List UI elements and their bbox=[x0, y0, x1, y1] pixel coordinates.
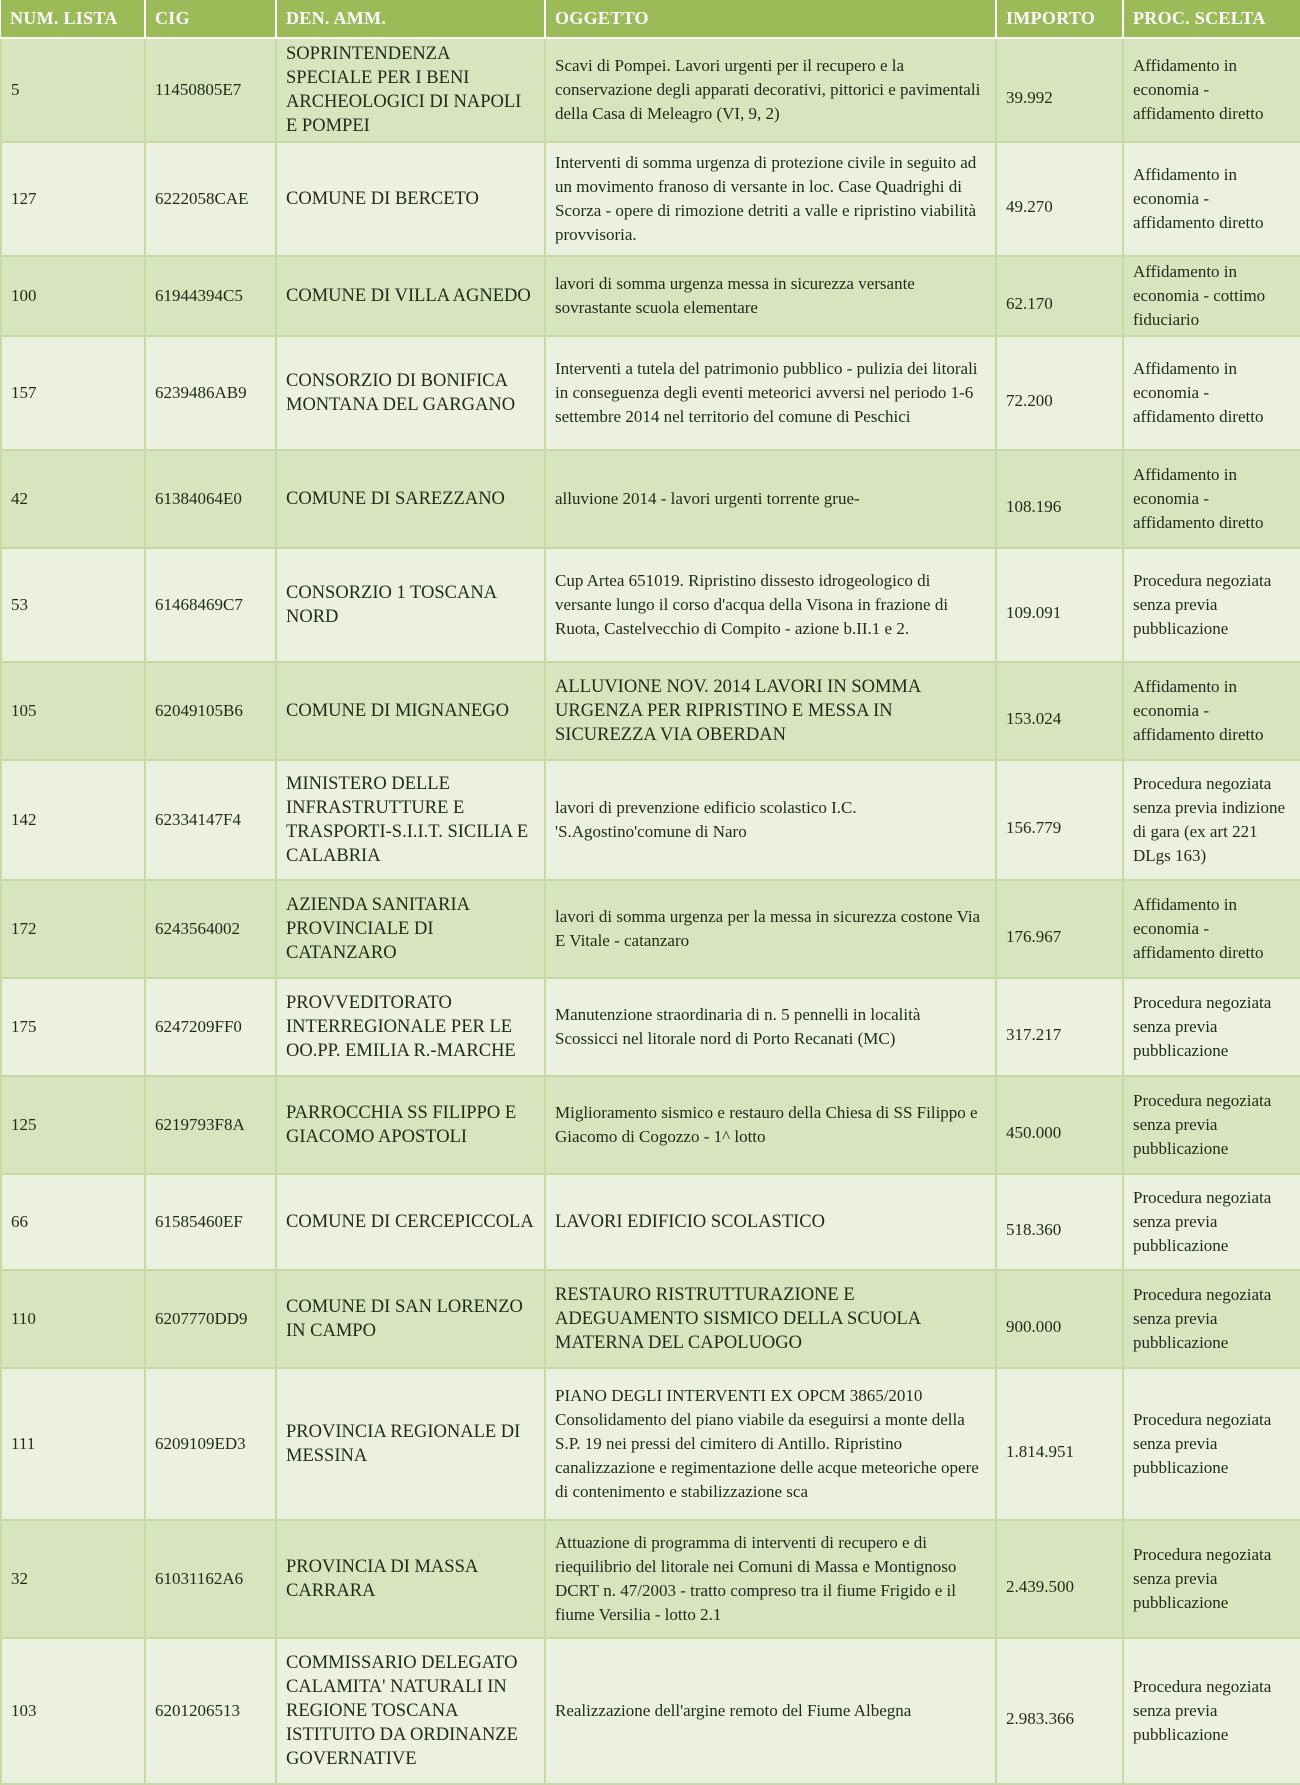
cell-den-amm: COMUNE DI SAN LORENZO IN CAMPO bbox=[276, 1270, 545, 1368]
cell-num-lista: 53 bbox=[1, 548, 145, 662]
cell-importo: 176.967 bbox=[996, 880, 1123, 978]
cell-den-amm: PROVINCIA REGIONALE DI MESSINA bbox=[276, 1368, 545, 1520]
cell-num-lista: 142 bbox=[1, 760, 145, 880]
table-row bbox=[1, 880, 1300, 978]
cell-importo: 2.439.500 bbox=[996, 1520, 1123, 1638]
cell-proc-scelta: Procedura negoziata senza previa pubblicazione bbox=[1123, 1638, 1300, 1784]
table-row bbox=[1, 760, 1300, 880]
cell-oggetto: Cup Artea 651019. Ripristino dissesto idrogeologico di versante lungo il corso d'acqua della Visona in frazione di Ruota, Castelvecchio di Compito - azione b.II.1 e 2. bbox=[545, 548, 996, 662]
header-oggetto: OGGETTO bbox=[545, 0, 996, 38]
header-cig: CIG bbox=[145, 0, 276, 38]
cell-cig: 61031162A6 bbox=[145, 1520, 276, 1638]
cell-importo: 39.992 bbox=[996, 38, 1123, 142]
cell-importo: 518.360 bbox=[996, 1174, 1123, 1270]
cell-importo: 49.270 bbox=[996, 142, 1123, 256]
cell-oggetto: LAVORI EDIFICIO SCOLASTICO bbox=[545, 1174, 996, 1270]
cell-proc-scelta: Procedura negoziata senza previa pubblicazione bbox=[1123, 548, 1300, 662]
cell-num-lista: 157 bbox=[1, 336, 145, 450]
cell-oggetto: lavori di somma urgenza messa in sicurezza versante sovrastante scuola elementare bbox=[545, 256, 996, 336]
cell-den-amm: PROVVEDITORATO INTERREGIONALE PER LE OO.PP. EMILIA R.-MARCHE bbox=[276, 978, 545, 1076]
cell-den-amm: CONSORZIO DI BONIFICA MONTANA DEL GARGANO bbox=[276, 336, 545, 450]
cell-num-lista: 125 bbox=[1, 1076, 145, 1174]
table-row bbox=[1, 1174, 1300, 1270]
cell-cig: 6243564002 bbox=[145, 880, 276, 978]
cell-num-lista: 127 bbox=[1, 142, 145, 256]
cell-importo: 1.814.951 bbox=[996, 1368, 1123, 1520]
header-den-amm: DEN. AMM. bbox=[276, 0, 545, 38]
cell-importo: 72.200 bbox=[996, 336, 1123, 450]
cell-oggetto: RESTAURO RISTRUTTURAZIONE E ADEGUAMENTO SISMICO DELLA SCUOLA MATERNA DEL CAPOLUOGO bbox=[545, 1270, 996, 1368]
cell-den-amm: COMUNE DI MIGNANEGO bbox=[276, 662, 545, 760]
cell-den-amm: COMUNE DI VILLA AGNEDO bbox=[276, 256, 545, 336]
cell-cig: 61384064E0 bbox=[145, 450, 276, 548]
cell-oggetto: lavori di prevenzione edificio scolastico I.C. 'S.Agostino'comune di Naro bbox=[545, 760, 996, 880]
cell-cig: 61585460EF bbox=[145, 1174, 276, 1270]
cell-den-amm: AZIENDA SANITARIA PROVINCIALE DI CATANZARO bbox=[276, 880, 545, 978]
table-row bbox=[1, 548, 1300, 662]
cell-proc-scelta: Affidamento in economia - cottimo fiduciario bbox=[1123, 256, 1300, 336]
cell-cig: 61944394C5 bbox=[145, 256, 276, 336]
table-row bbox=[1, 142, 1300, 256]
cell-importo: 450.000 bbox=[996, 1076, 1123, 1174]
cell-den-amm: COMMISSARIO DELEGATO CALAMITA' NATURALI IN REGIONE TOSCANA ISTITUITO DA ORDINANZE GOVERNATIVE bbox=[276, 1638, 545, 1784]
cell-oggetto: Miglioramento sismico e restauro della Chiesa di SS Filippo e Giacomo di Cogozzo - 1^ lotto bbox=[545, 1076, 996, 1174]
cell-importo: 2.983.366 bbox=[996, 1638, 1123, 1784]
cell-importo: 62.170 bbox=[996, 256, 1123, 336]
table-row bbox=[1, 978, 1300, 1076]
cell-proc-scelta: Affidamento in economia - affidamento diretto bbox=[1123, 142, 1300, 256]
cell-oggetto: lavori di somma urgenza per la messa in sicurezza costone Via E Vitale - catanzaro bbox=[545, 880, 996, 978]
cell-num-lista: 111 bbox=[1, 1368, 145, 1520]
cell-den-amm: COMUNE DI BERCETO bbox=[276, 142, 545, 256]
cell-num-lista: 66 bbox=[1, 1174, 145, 1270]
cell-importo: 108.196 bbox=[996, 450, 1123, 548]
cell-oggetto: Realizzazione dell'argine remoto del Fiume Albegna bbox=[545, 1638, 996, 1784]
cell-proc-scelta: Procedura negoziata senza previa pubblicazione bbox=[1123, 1174, 1300, 1270]
cell-proc-scelta: Procedura negoziata senza previa pubblicazione bbox=[1123, 978, 1300, 1076]
cell-num-lista: 32 bbox=[1, 1520, 145, 1638]
cell-proc-scelta: Procedura negoziata senza previa pubblicazione bbox=[1123, 1076, 1300, 1174]
cell-importo: 317.217 bbox=[996, 978, 1123, 1076]
cell-proc-scelta: Procedura negoziata senza previa pubblicazione bbox=[1123, 1270, 1300, 1368]
header-importo: IMPORTO bbox=[996, 0, 1123, 38]
table-row bbox=[1, 1638, 1300, 1784]
cell-importo: 153.024 bbox=[996, 662, 1123, 760]
cell-den-amm: CONSORZIO 1 TOSCANA NORD bbox=[276, 548, 545, 662]
cell-num-lista: 175 bbox=[1, 978, 145, 1076]
table-row bbox=[1, 1368, 1300, 1520]
table-row bbox=[1, 38, 1300, 142]
table-row bbox=[1, 1520, 1300, 1638]
cell-num-lista: 172 bbox=[1, 880, 145, 978]
table-row bbox=[1, 450, 1300, 548]
cell-oggetto: alluvione 2014 - lavori urgenti torrente grue- bbox=[545, 450, 996, 548]
cell-proc-scelta: Affidamento in economia - affidamento diretto bbox=[1123, 336, 1300, 450]
cell-cig: 6239486AB9 bbox=[145, 336, 276, 450]
cell-den-amm: MINISTERO DELLE INFRASTRUTTURE E TRASPORTI-S.I.I.T. SICILIA E CALABRIA bbox=[276, 760, 545, 880]
cell-proc-scelta: Procedura negoziata senza previa indizione di gara (ex art 221 DLgs 163) bbox=[1123, 760, 1300, 880]
cell-proc-scelta: Procedura negoziata senza previa pubblicazione bbox=[1123, 1368, 1300, 1520]
cell-den-amm: PARROCCHIA SS FILIPPO E GIACOMO APOSTOLI bbox=[276, 1076, 545, 1174]
header-num-lista: NUM. LISTA bbox=[1, 0, 145, 38]
cell-oggetto: ALLUVIONE NOV. 2014 LAVORI IN SOMMA URGENZA PER RIPRISTINO E MESSA IN SICUREZZA VIA OBERDAN bbox=[545, 662, 996, 760]
cell-proc-scelta: Affidamento in economia - affidamento diretto bbox=[1123, 662, 1300, 760]
cell-cig: 61468469C7 bbox=[145, 548, 276, 662]
cell-num-lista: 103 bbox=[1, 1638, 145, 1784]
cell-oggetto: Interventi a tutela del patrimonio pubblico - pulizia dei litorali in conseguenza degli eventi meteorici avversi nel periodo 1-6 settembre 2014 nel territorio del comune di Peschici bbox=[545, 336, 996, 450]
cell-cig: 6209109ED3 bbox=[145, 1368, 276, 1520]
table-row bbox=[1, 336, 1300, 450]
table-row bbox=[1, 256, 1300, 336]
cell-oggetto: Attuazione di programma di interventi di recupero e di riequilibrio del litorale nei Comuni di Massa e Montignoso DCRT n. 47/2003 - tratto compreso tra il fiume Frigido e il fiume Versilia - lotto 2.1 bbox=[545, 1520, 996, 1638]
cell-cig: 62334147F4 bbox=[145, 760, 276, 880]
cell-den-amm: COMUNE DI CERCEPICCOLA bbox=[276, 1174, 545, 1270]
table-row bbox=[1, 1270, 1300, 1368]
cell-den-amm: PROVINCIA DI MASSA CARRARA bbox=[276, 1520, 545, 1638]
cell-cig: 6219793F8A bbox=[145, 1076, 276, 1174]
cell-proc-scelta: Affidamento in economia - affidamento diretto bbox=[1123, 38, 1300, 142]
cell-proc-scelta: Affidamento in economia - affidamento diretto bbox=[1123, 880, 1300, 978]
table-row bbox=[1, 662, 1300, 760]
table-row bbox=[1, 1076, 1300, 1174]
cell-oggetto: Interventi di somma urgenza di protezione civile in seguito ad un movimento franoso di versante in loc. Case Quadrighi di Scorza - opere di rimozione detriti a valle e ripristino viabilità provvisoria. bbox=[545, 142, 996, 256]
cell-proc-scelta: Procedura negoziata senza previa pubblicazione bbox=[1123, 1520, 1300, 1638]
cell-cig: 6201206513 bbox=[145, 1638, 276, 1784]
cell-oggetto: Scavi di Pompei. Lavori urgenti per il recupero e la conservazione degli apparati decorativi, pittorici e pavimentali della Casa di Meleagro (VI, 9, 2) bbox=[545, 38, 996, 142]
cell-num-lista: 100 bbox=[1, 256, 145, 336]
cell-num-lista: 110 bbox=[1, 1270, 145, 1368]
cell-cig: 6247209FF0 bbox=[145, 978, 276, 1076]
header-proc-scelta: PROC. SCELTA bbox=[1123, 0, 1300, 38]
cell-den-amm: COMUNE DI SAREZZANO bbox=[276, 450, 545, 548]
cell-cig: 6207770DD9 bbox=[145, 1270, 276, 1368]
cell-oggetto: Manutenzione straordinaria di n. 5 pennelli in località Scossicci nel litorale nord di Porto Recanati (MC) bbox=[545, 978, 996, 1076]
cell-num-lista: 5 bbox=[1, 38, 145, 142]
cell-num-lista: 105 bbox=[1, 662, 145, 760]
cell-oggetto: PIANO DEGLI INTERVENTI EX OPCM 3865/2010 Consolidamento del piano viabile da eseguirsi a monte della S.P. 19 nei pressi del cimitero di Antillo. Ripristino canalizzazione e regimentazione delle acque meteoriche opere di contenimento e stabilizzazione sca bbox=[545, 1368, 996, 1520]
cell-cig: 62049105B6 bbox=[145, 662, 276, 760]
cell-proc-scelta: Affidamento in economia - affidamento diretto bbox=[1123, 450, 1300, 548]
cell-num-lista: 42 bbox=[1, 450, 145, 548]
cell-cig: 6222058CAE bbox=[145, 142, 276, 256]
cell-importo: 156.779 bbox=[996, 760, 1123, 880]
cell-importo: 900.000 bbox=[996, 1270, 1123, 1368]
table-header-row bbox=[1, 0, 1300, 38]
cell-cig: 11450805E7 bbox=[145, 38, 276, 142]
cell-den-amm: SOPRINTENDENZA SPECIALE PER I BENI ARCHEOLOGICI DI NAPOLI E POMPEI bbox=[276, 38, 545, 142]
cell-importo: 109.091 bbox=[996, 548, 1123, 662]
